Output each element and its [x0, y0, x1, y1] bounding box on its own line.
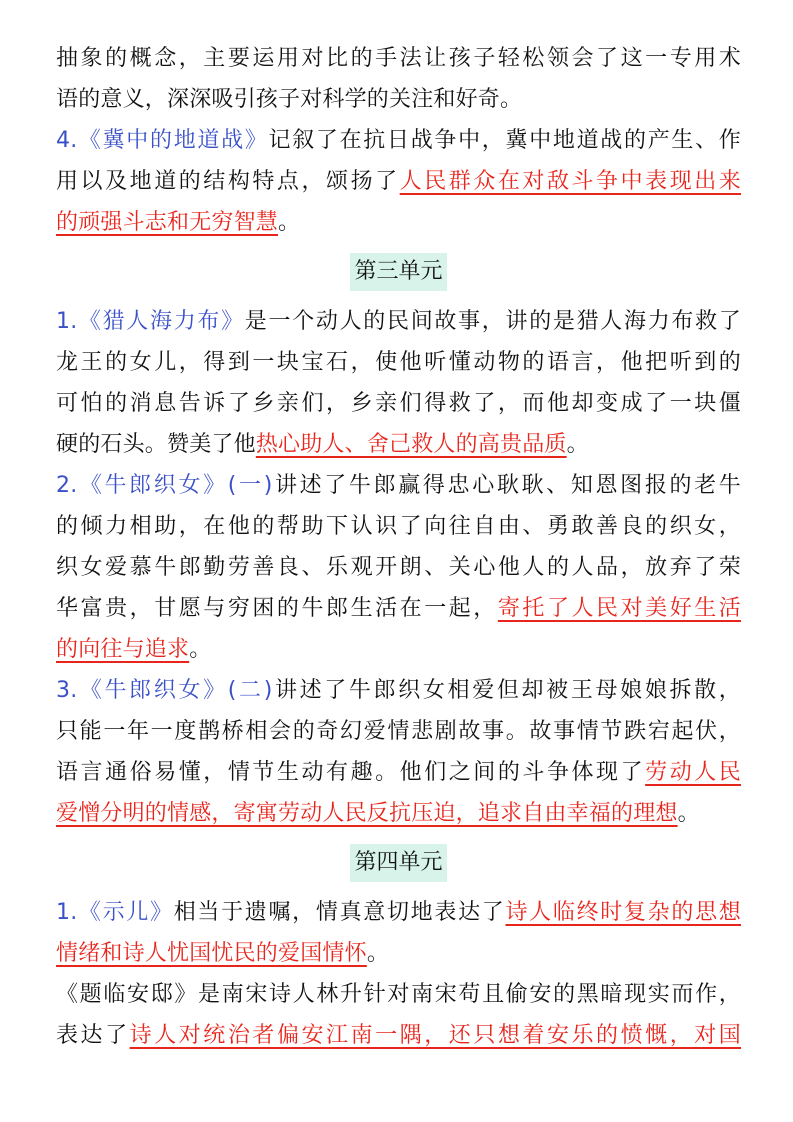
paragraph-line — [56, 629, 741, 670]
highlight-text: 爱憎分明的情感，寄寓劳动人民反抗压迫，追求自由幸福的理想 — [56, 801, 678, 826]
paragraph-line — [56, 892, 741, 933]
paragraph-line — [56, 342, 741, 383]
highlight-text: 劳动人民 — [645, 760, 741, 785]
paragraph-line — [56, 383, 741, 424]
text-span: 。 — [189, 637, 212, 662]
text-span: 织女爱慕牛郎勤劳善良、乐观开朗、关心他人的人品，放弃了荣 — [56, 555, 741, 580]
paragraph-line — [56, 120, 741, 161]
text-span: 华富贵，甘愿与穷困的牛郎生活在一起， — [56, 596, 498, 621]
text-span: 表达了 — [56, 1023, 130, 1048]
item-title: 2.《牛郎织女》(一) — [56, 473, 273, 498]
text-span: 硬的石头。赞美了他 — [56, 432, 256, 457]
text-span: 。 — [566, 432, 589, 457]
highlight-text: 寄托了人民对美好生活 — [497, 596, 741, 621]
paragraph-line — [56, 465, 741, 506]
section-heading: 第三单元 — [350, 253, 446, 291]
text-span: 讲述了牛郎织女相爱但却被王母娘娘拆散， — [272, 678, 741, 703]
text-span: 龙王的女儿，得到一块宝石，使他听懂动物的语言，他把听到的 — [56, 350, 741, 375]
text-span: 的倾力相助，在他的帮助下认识了向往自由、勇敢善良的织女， — [56, 514, 741, 539]
paragraph-line — [56, 547, 741, 588]
item-title: 4.《冀中的地道战》 — [56, 128, 269, 153]
text-span: 用以及地道的结构特点，颂扬了 — [56, 169, 400, 194]
paragraph-line — [56, 974, 741, 1015]
paragraph-line — [56, 506, 741, 547]
paragraph-line — [56, 711, 741, 752]
text-span: 讲述了牛郎赢得忠心耿耿、知恩图报的老牛 — [272, 473, 741, 498]
section-heading-row — [56, 834, 741, 892]
paragraph-line — [56, 301, 741, 342]
section-heading: 第四单元 — [350, 844, 446, 882]
text-span: 。 — [366, 941, 390, 966]
highlight-text: 的向往与追求 — [56, 637, 190, 662]
paragraph-line — [56, 752, 741, 793]
highlight-text: 情绪和诗人忧国忧民的爱国情怀 — [56, 941, 367, 966]
paragraph-line — [56, 588, 741, 629]
text-span: 是一个动人的民间故事，讲的是猎人海力布救了 — [244, 309, 741, 334]
text-span: 《题临安邸》是南宋诗人林升针对南宋苟且偷安的黑暗现实而作， — [56, 982, 741, 1007]
paragraph-line — [56, 670, 741, 711]
paragraph-line — [56, 793, 741, 834]
paragraph-line — [56, 933, 741, 974]
highlight-text: 诗人对统治者偏安江南一隅，还只想着安乐的愤慨，对国 — [129, 1023, 741, 1048]
highlight-text: 的顽强斗志和无穷智慧 — [56, 210, 279, 235]
paragraph-line — [56, 79, 741, 120]
highlight-text: 人民群众在对敌斗争中表现出来 — [399, 169, 741, 194]
paragraph-line — [56, 38, 741, 79]
text-span: 相当于遗嘱，情真意切地表达了 — [173, 900, 506, 925]
item-title: 1.《示儿》 — [56, 900, 174, 925]
item-title: 3.《牛郎织女》(二) — [56, 678, 273, 703]
item-title: 1.《猎人海力布》 — [56, 309, 245, 334]
text-span: 只能一年一度鹊桥相会的奇幻爱情悲剧故事。故事情节跌宕起伏， — [56, 719, 741, 744]
highlight-text: 热心助人、舍己救人的高贵品质 — [255, 432, 567, 457]
text-span: 语言通俗易懂，情节生动有趣。他们之间的斗争体现了 — [56, 760, 646, 785]
text-span: 语的意义，深深吸引孩子对科学的关注和好奇。 — [56, 87, 523, 112]
highlight-text: 诗人临终时复杂的思想 — [505, 900, 741, 925]
paragraph-line — [56, 202, 741, 243]
text-span: 。 — [677, 801, 700, 826]
section-heading-row — [56, 243, 741, 301]
text-span: 。 — [278, 210, 301, 235]
text-span: 可怕的消息告诉了乡亲们，乡亲们得救了，而他却变成了一块僵 — [56, 391, 741, 416]
text-span: 记叙了在抗日战争中，冀中地道战的产生、作 — [268, 128, 741, 153]
paragraph-line — [56, 161, 741, 202]
text-span: 抽象的概念，主要运用对比的手法让孩子轻松领会了这一专用术 — [56, 46, 741, 71]
document-page — [56, 38, 741, 1056]
paragraph-line — [56, 1015, 741, 1056]
paragraph-line — [56, 424, 741, 465]
